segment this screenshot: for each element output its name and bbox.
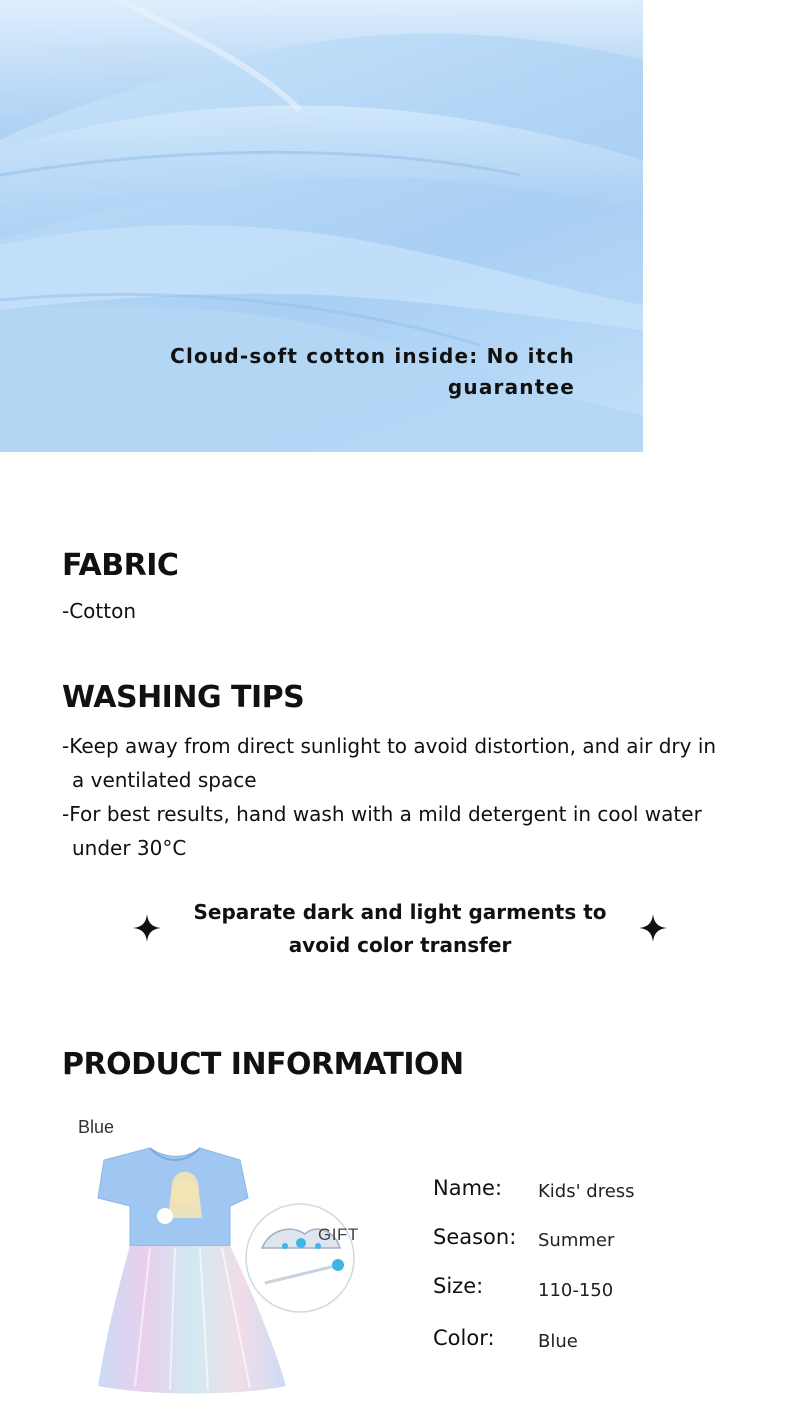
spec-name-key: Name: <box>433 1176 503 1200</box>
spec-name-value: Kids' dress <box>538 1181 635 1202</box>
sparkle-icon <box>639 914 667 942</box>
fabric-item: -Cotton <box>62 599 137 623</box>
dress-product-image <box>90 1138 390 1398</box>
sparkle-icon <box>133 914 161 942</box>
fabric-title: FABRIC <box>62 548 179 583</box>
spec-size-value: 110-150 <box>538 1280 614 1301</box>
fabric-item-text: Cotton <box>69 599 137 623</box>
product-info-title: PRODUCT INFORMATION <box>62 1047 464 1082</box>
spec-color-value: Blue <box>538 1331 578 1352</box>
gift-label: GIFT <box>318 1225 359 1244</box>
washing-tips-title: WASHING TIPS <box>62 680 305 715</box>
variant-label: Blue <box>78 1117 115 1137</box>
care-note: Separate dark and light garments to avoid color transfer <box>193 900 607 957</box>
fabric-hero-image <box>0 0 643 452</box>
spec-color-key: Color: <box>433 1326 495 1350</box>
spec-season-key: Season: <box>433 1225 517 1249</box>
washing-tip-text: For best results, hand wash with a mild detergent in cool water under 30°C <box>69 802 702 860</box>
spec-season-value: Summer <box>538 1230 615 1251</box>
hero-caption: Cloud-soft cotton inside: No itch guarantee <box>170 344 575 399</box>
washing-tip-item: -For best results, hand wash with a mild detergent in cool water under 30°C <box>62 802 702 860</box>
washing-tip-text: Keep away from direct sunlight to avoid distortion, and air dry in a ventilated space <box>69 734 717 792</box>
spec-size-key: Size: <box>433 1274 484 1298</box>
washing-tip-item: -Keep away from direct sunlight to avoid distortion, and air dry in a ventilated space <box>62 734 717 792</box>
